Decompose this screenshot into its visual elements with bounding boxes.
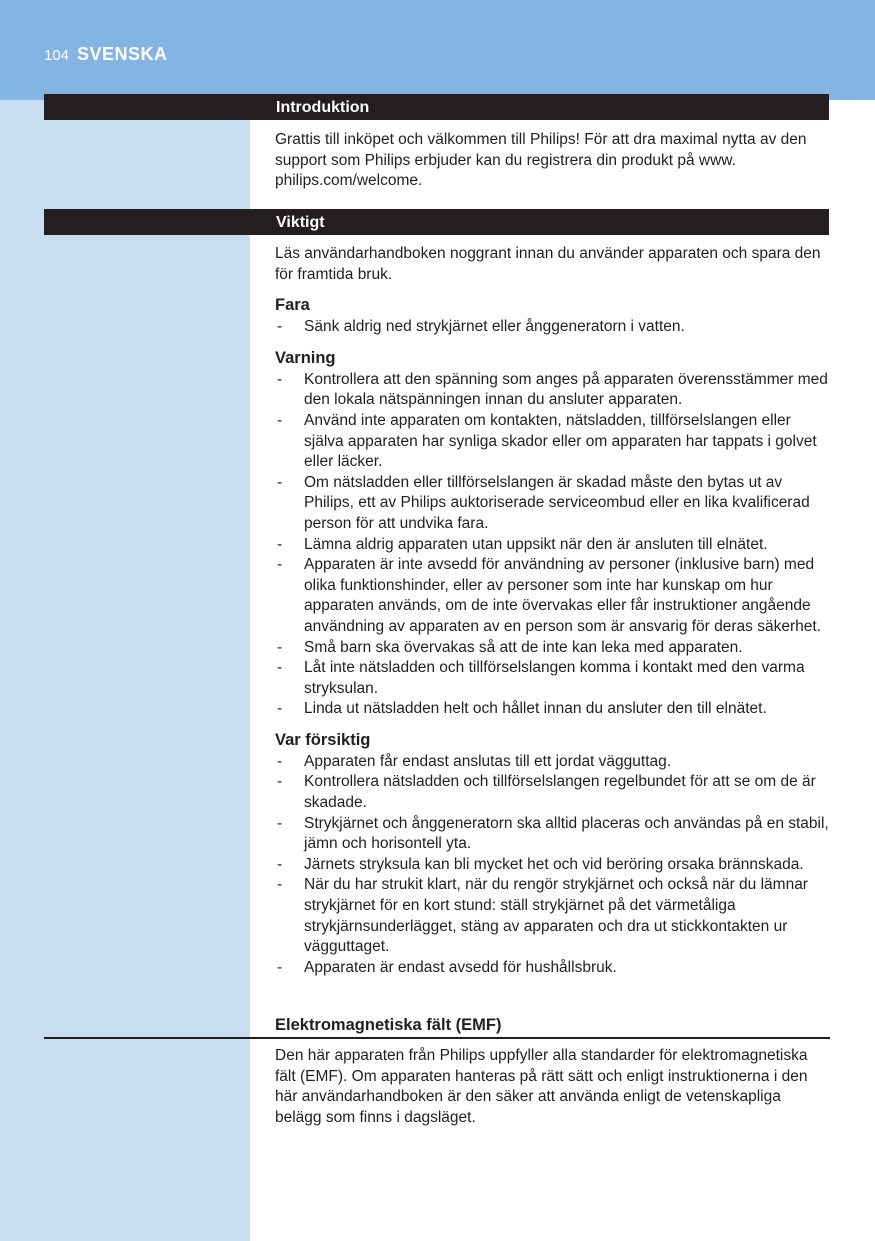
intro-body — [275, 130, 830, 192]
list-item: - Låt inte nätsladden och tillförselslangen komma i kontakt med den varma stryksulan. — [275, 658, 830, 699]
list-item: - Om nätsladden eller tillförselslangen är skadad måste den bytas ut av Philips, ett av Philips auktoriserade serviceombud eller en lika kvalificerad person för att undvika fara. — [275, 473, 830, 535]
important-intro: Läs användarhandboken noggrant innan du använder apparaten och spara den för framtida bruk. — [275, 245, 821, 283]
list-item: - När du har strukit klart, när du rengör strykjärnet och också när du lämnar strykjärnet för en kort stund: ställ strykjärnet på det värmetåliga strykjärnsunderlägget, stäng av apparaten och dra ut stickkontakten ur vägguttaget. — [275, 875, 830, 957]
list-item: - Små barn ska övervakas så att de inte kan leka med apparaten. — [275, 638, 830, 659]
list-item: - Kontrollera nätsladden och tillförselslangen regelbundet för att se om de är skadade. — [275, 772, 830, 813]
list-item: - Apparaten är endast avsedd för hushållsbruk. — [275, 958, 830, 979]
caution-list — [275, 752, 830, 979]
margin-band — [0, 100, 250, 1241]
list-item: - Sänk aldrig ned strykjärnet eller ånggeneratorn i vatten. — [275, 317, 830, 338]
page-number: 104 — [44, 47, 70, 64]
list-item: - Strykjärnet och ånggeneratorn ska alltid placeras och användas på en stabil, jämn och horisontell yta. — [275, 814, 830, 855]
list-item: - Linda ut nätsladden helt och hållet innan du ansluter den till elnätet. — [275, 699, 830, 720]
section-title-intro: Introduktion — [276, 99, 370, 116]
page-header — [44, 44, 168, 65]
list-item: - Lämna aldrig apparaten utan uppsikt när den är ansluten till elnätet. — [275, 535, 830, 556]
emf-heading-wrap — [275, 1014, 830, 1037]
list-item: - Kontrollera att den spänning som anges på apparaten överensstämmer med den lokala nätspänningen innan du ansluter apparaten. — [275, 370, 830, 411]
emf-divider — [44, 1037, 830, 1039]
section-title-important: Viktigt — [276, 214, 325, 231]
intro-text: Grattis till inköpet och välkommen till Philips! För att dra maximal nytta av den support som Philips erbjuder kan du registrera din produkt på www. philips.com/welcome. — [275, 131, 807, 190]
emf-text: Den här apparaten från Philips uppfyller alla standarder för elektromagnetiska fält (EMF). Om apparaten hanteras på rätt sätt och enligt instruktionerna i den här användarhandboken är den säker att använda enligt de vetenskapliga belägg som finns i dagsläget. — [275, 1047, 808, 1126]
list-item: - Järnets stryksula kan bli mycket het och vid beröring orsaka brännskada. — [275, 855, 830, 876]
emf-body — [275, 1046, 830, 1128]
list-item: - Apparaten är inte avsedd för användning av personer (inklusive barn) med olika funktionshinder, eller av personer som inte har kunskap om hur apparaten används, om de inte övervakas eller får instruktioner angående användning av apparaten av en person som är ansvarig för deras säkerhet. — [275, 555, 830, 637]
list-item: - Använd inte apparaten om kontakten, nätsladden, tillförselslangen eller själva apparaten har synliga skador eller om apparaten har tappats i golvet eller läcker. — [275, 411, 830, 473]
section-bar-important — [44, 209, 829, 235]
list-item: - Apparaten får endast anslutas till ett jordat vägguttag. — [275, 752, 830, 773]
emf-heading: Elektromagnetiska fält (EMF) — [275, 1016, 502, 1034]
language-label: SVENSKA — [77, 44, 168, 64]
warning-heading: Varning — [275, 348, 336, 367]
danger-list — [275, 317, 830, 338]
important-body — [275, 244, 830, 984]
section-bar-intro — [44, 94, 829, 120]
warning-list — [275, 370, 830, 720]
caution-heading: Var försiktig — [275, 730, 371, 749]
danger-heading: Fara — [275, 296, 310, 315]
